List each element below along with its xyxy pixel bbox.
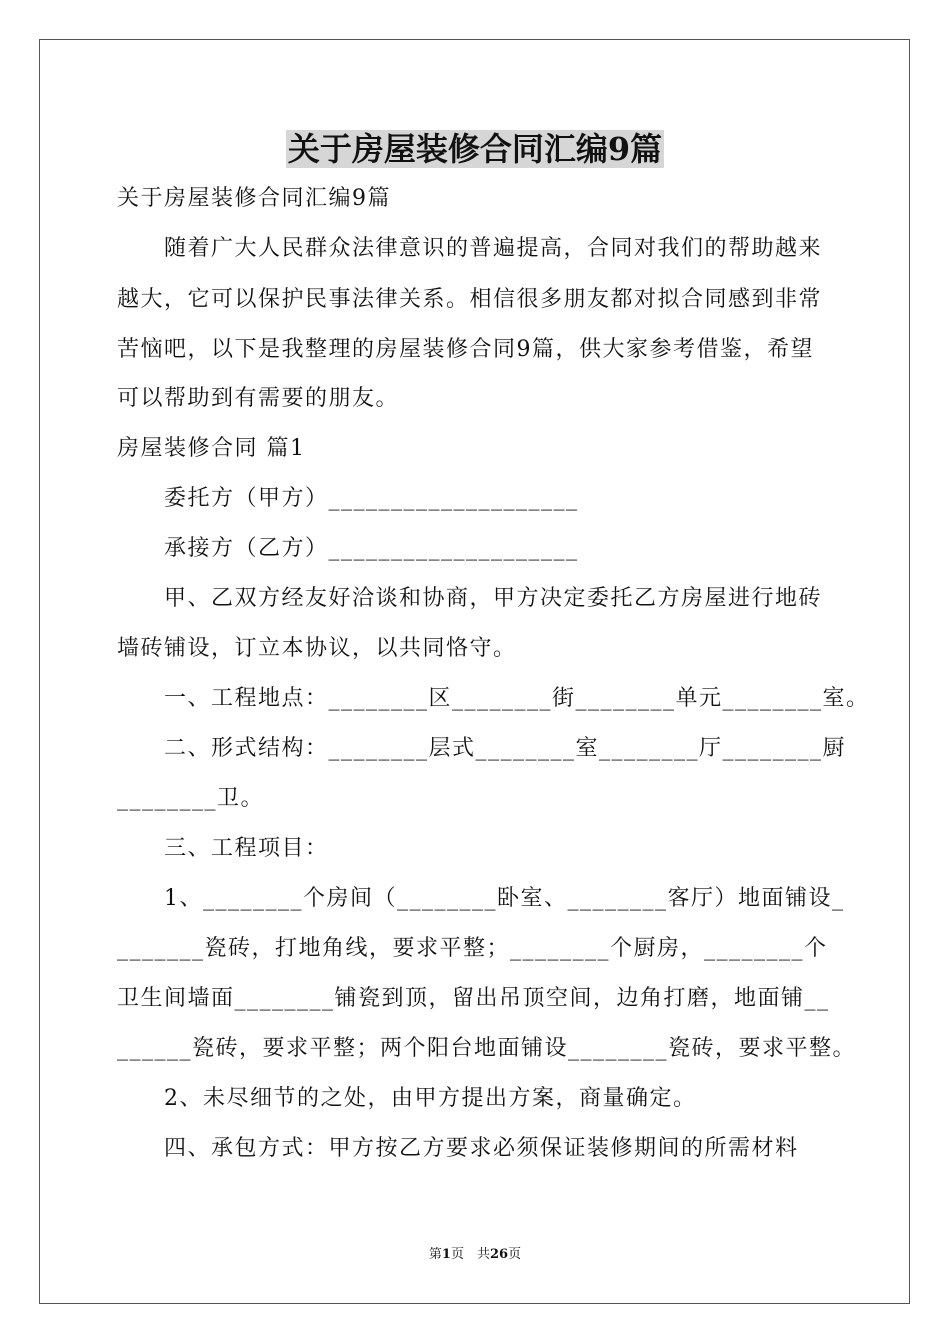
document-title: [0, 126, 950, 172]
text-line: _______瓷砖，打地角线，要求平整；________个厨房，________个: [117, 936, 828, 961]
text-line: 2、未尽细节的之处，由甲方提出方案，商量确定。: [117, 1086, 697, 1111]
section-heading: 房屋装修合同 篇1: [117, 436, 306, 461]
footer-prefix: 第: [428, 1247, 442, 1262]
text-line: 一、工程地点：________区________街________单元________室。: [117, 686, 870, 711]
text-line: ________卫。: [117, 786, 265, 811]
text-line: 委托方（甲方）____________________: [117, 486, 579, 511]
text-line: 可以帮助到有需要的朋友。: [117, 386, 400, 411]
document-title-text: 关于房屋装修合同汇编9篇: [287, 130, 663, 168]
text-line: 承接方（乙方）____________________: [117, 536, 579, 561]
text-line: 随着广大人民群众法律意识的普遍提高，合同对我们的帮助越来: [117, 236, 823, 261]
page-footer: [0, 1246, 950, 1264]
text-line: 卫生间墙面________铺瓷到顶，留出吊顶空间，边角打磨，地面铺__: [117, 986, 830, 1011]
text-line: 三、工程项目：: [117, 836, 329, 861]
document-subtitle: 关于房屋装修合同汇编9篇: [117, 186, 391, 211]
footer-total-pages: 26: [489, 1247, 509, 1262]
text-line: 甲、乙双方经友好洽谈和协商，甲方决定委托乙方房屋进行地砖: [117, 586, 823, 611]
footer-mid: 页 共: [450, 1247, 490, 1262]
text-line: 1、________个房间（________卧室、________客厅）地面铺设_: [117, 886, 845, 911]
text-line: 墙砖铺设，订立本协议，以共同恪守。: [117, 636, 517, 661]
text-line: ______瓷砖，要求平整；两个阳台地面铺设________瓷砖，要求平整。: [117, 1036, 857, 1061]
text-line: 二、形式结构：________层式________室________厅________厨: [117, 736, 847, 761]
footer-page-number: 1: [441, 1247, 451, 1262]
text-line: 四、承包方式：甲方按乙方要求必须保证装修期间的所需材料: [117, 1136, 799, 1161]
text-line: 苦恼吧，以下是我整理的房屋装修合同9篇，供大家参考借鉴，希望: [117, 337, 814, 362]
page-border: [39, 39, 910, 1304]
text-line: 越大，它可以保护民事法律关系。相信很多朋友都对拟合同感到非常: [117, 287, 823, 312]
footer-suffix: 页: [508, 1247, 522, 1262]
